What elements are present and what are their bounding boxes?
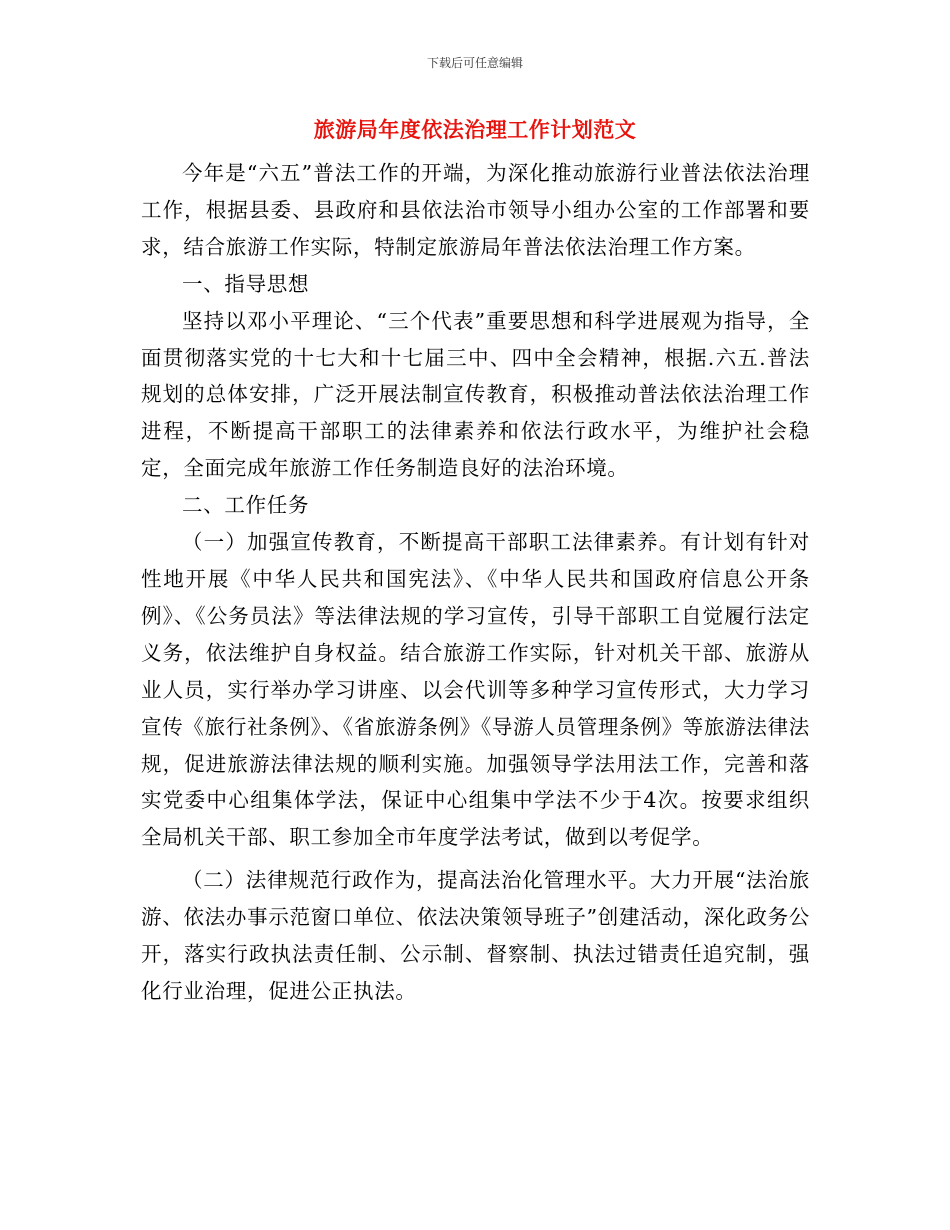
document-body <box>141 155 810 1010</box>
section-heading-work-tasks: 二、工作任务 <box>182 493 310 518</box>
paragraph-task-2: （二）法律规范行政作为，提高法治化管理水平。大力开展“法治旅游、依法办事示范窗口单位、依法决策领导班子”创建活动，深化政务公开，落实行政执法责任制、公示制、督察制、执法过错责任追究制，强化行业治理，促进公正执法。 <box>141 868 810 1003</box>
paragraph-intro: 今年是“六五”普法工作的开端，为深化推动旅游行业普法依法治理工作，根据县委、县政府和县依法治市领导小组办公室的工作部署和要求，结合旅游工作实际，特制定旅游局年普法依法治理工作方案。 <box>141 161 810 259</box>
paragraph-guiding-ideology: 坚持以邓小平理论、“三个代表”重要思想和科学进展观为指导，全面贯彻落实党的十七大和十七届三中、四中全会精神，根据.六五.普法规划的总体安排，广泛开展法制宣传教育，积极推动普法依法治理工作进程，不断提高干部职工的法律素养和依法行政水平，为维护社会稳定，全面完成年旅游工作任务制造良好的法治环境。 <box>141 308 810 481</box>
section-heading-guiding-ideology: 一、指导思想 <box>182 271 310 296</box>
header-note: 下载后可任意编辑 <box>426 56 523 70</box>
paragraph-task-1: （一）加强宣传教育，不断提高干部职工法律素养。有计划有针对性地开展《中华人民共和国宪法》、《中华人民共和国政府信息公开条例》、《公务员法》等法律法规的学习宣传，引导干部职工自觉履行法定义务，依法维护自身权益。结合旅游工作实际，针对机关干部、旅游从业人员，实行举办学习讲座、以会代训等多种学习宣传形式，大力学习宣传《旅行社条例》、《省旅游条例》《导游人员管理条例》等旅游法律法规，促进旅游法律法规的顺利实施。加强领导学法用法工作，完善和落实党委中心组集体学法，保证中心组集中学法不少于4次。按要求组织全局机关干部、职工参加全市年度学法考试，做到以考促学。 <box>141 530 810 850</box>
document-title: 旅游局年度依法治理工作计划范文 <box>313 117 637 142</box>
